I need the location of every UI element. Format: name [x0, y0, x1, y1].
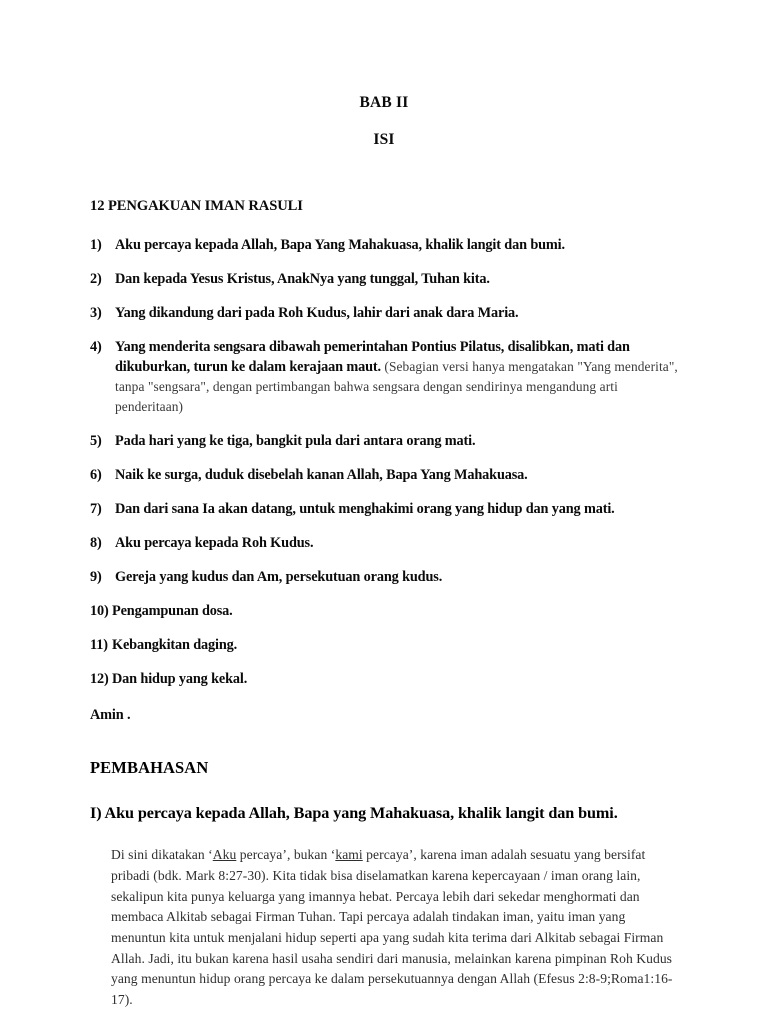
creed-list	[90, 235, 682, 689]
creed-item-number: 7)	[90, 501, 102, 518]
creed-item-text	[115, 303, 682, 323]
creed-item-number: 3)	[90, 305, 102, 322]
creed-item	[90, 431, 682, 451]
creed-item-text	[115, 533, 682, 553]
creed-item-note: (Sebagian versi hanya mengatakan "Yang menderita", tanpa "sengsara", dengan pertimbangan bahwa sengsara dengan sendirinya mengandung arti penderitaan)	[115, 359, 678, 415]
creed-item-number: 4)	[90, 339, 102, 356]
creed-item	[90, 601, 682, 621]
creed-item-number: 2)	[90, 271, 102, 288]
creed-item-number: 9)	[90, 569, 102, 586]
creed-item-statement: Dan hidup yang kekal.	[112, 671, 248, 688]
creed-item-text	[115, 337, 682, 417]
creed-item-number: 5)	[90, 433, 102, 450]
creed-item-number: 10)	[90, 603, 109, 620]
creed-item-text	[115, 269, 682, 289]
discussion-heading: PEMBAHASAN	[90, 758, 209, 778]
creed-item-number: 12)	[90, 671, 109, 688]
paragraph-text: percaya’, karena iman adalah sesuatu yang bersifat pribadi (bdk. Mark 8:27-30). Kita tidak bisa diselamatkan karena kepercayaan / iman orang lain, sekalipun kita punya keluarga yang imannya hebat. Percaya lebih dari sekedar menghormati dan membaca Alkitab sebagai Firman Tuhan. Tapi percaya adalah tindakan iman, yaitu iman yang menuntun kita untuk menjalani hidup seperti apa yang sudah kita terima dari Alkitab sebagai Firman Allah. Jadi, itu bukan karena hasil usaha sendiri dari manusia, melainkan karena pimpinan Roh Kudus yang menuntun hidup orang percaya ke dalam persekutuannya dengan Allah (Efesus 2:8-9;Roma1:16-17).	[111, 847, 673, 1007]
creed-item-statement: Kebangkitan daging.	[112, 637, 238, 654]
creed-item-statement: Aku percaya kepada Roh Kudus.	[115, 535, 314, 552]
creed-item-text	[112, 669, 682, 689]
creed-item	[90, 669, 682, 689]
paragraph-text: percaya’, bukan ‘	[236, 847, 336, 863]
creed-item-text	[115, 567, 682, 587]
creed-item-statement: Aku percaya kepada Allah, Bapa Yang Mahakuasa, khalik langit dan bumi.	[115, 237, 565, 253]
creed-item-statement: Pengampunan dosa.	[112, 603, 233, 620]
paragraph-text: Di sini dikatakan ‘	[111, 847, 213, 863]
creed-closing: Amin .	[90, 707, 131, 724]
creed-item-statement: Yang menderita sengsara dibawah pemerintahan Pontius Pilatus, disalibkan, mati dan dikuburkan, turun ke dalam kerajaan maut.	[115, 339, 630, 376]
creed-item	[90, 533, 682, 553]
document-content	[90, 198, 682, 1010]
emphasized-word: kami	[335, 847, 363, 863]
creed-item	[90, 465, 682, 485]
creed-item-number: 11)	[90, 637, 108, 654]
creed-item-statement: Dan kepada Yesus Kristus, AnakNya yang tunggal, Tuhan kita.	[115, 271, 490, 288]
creed-heading: 12 PENGAKUAN IMAN RASULI	[90, 198, 303, 214]
chapter-label: BAB II	[359, 94, 409, 111]
chapter-subtitle: ISI	[373, 131, 395, 148]
creed-item	[90, 337, 682, 417]
creed-item-text	[112, 601, 682, 621]
creed-item-text	[112, 635, 682, 655]
creed-item-text	[115, 235, 682, 255]
creed-item	[90, 635, 682, 655]
discussion-paragraph	[90, 845, 682, 1010]
creed-item	[90, 567, 682, 587]
creed-item-text	[115, 465, 682, 485]
creed-item-text	[115, 431, 682, 451]
creed-item-statement: Pada hari yang ke tiga, bangkit pula dari antara orang mati.	[115, 433, 476, 450]
creed-item-statement: Gereja yang kudus dan Am, persekutuan orang kudus.	[115, 569, 443, 586]
discussion-point-heading: I) Aku percaya kepada Allah, Bapa yang Mahakuasa, khalik langit dan bumi.	[90, 804, 618, 823]
creed-item	[90, 303, 682, 323]
creed-item-number: 6)	[90, 467, 102, 484]
creed-item	[90, 235, 682, 255]
emphasized-word: Aku	[212, 847, 237, 863]
creed-item-statement: Dan dari sana Ia akan datang, untuk menghakimi orang yang hidup dan yang mati.	[115, 501, 615, 518]
creed-item	[90, 269, 682, 289]
creed-item-number: 8)	[90, 535, 102, 552]
creed-item-number: 1)	[90, 237, 102, 253]
creed-item-statement: Naik ke surga, duduk disebelah kanan Allah, Bapa Yang Mahakuasa.	[115, 467, 528, 484]
creed-item-text	[115, 499, 682, 519]
creed-item	[90, 499, 682, 519]
creed-item-statement: Yang dikandung dari pada Roh Kudus, lahir dari anak dara Maria.	[115, 305, 519, 322]
